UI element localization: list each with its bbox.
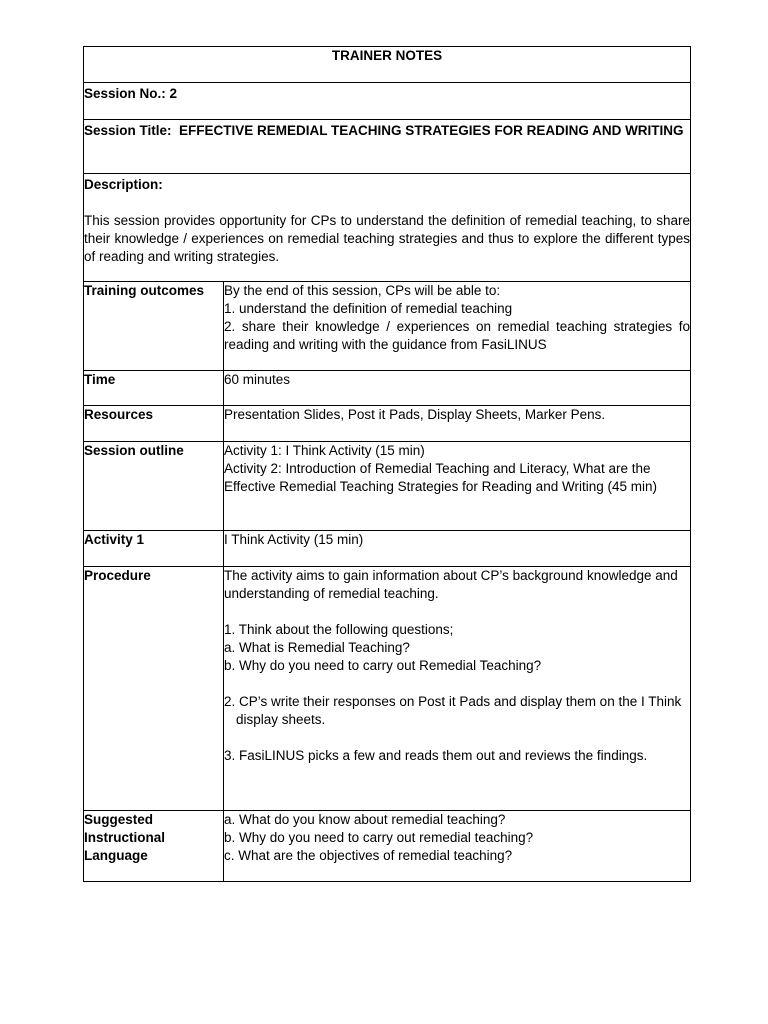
instructional-language-label: Suggested Instructional Language xyxy=(84,811,224,882)
training-outcomes-label: Training outcomes xyxy=(84,282,224,371)
language-question-c: c. What are the objectives of remedial teaching? xyxy=(224,848,513,863)
activity-1-label: Activity 1 xyxy=(84,531,224,567)
procedure-step-1: 1. Think about the following questions; xyxy=(224,622,454,637)
procedure-question-a: a. What is Remedial Teaching? xyxy=(224,640,410,655)
resources-value: Presentation Slides, Post it Pads, Display Sheets, Marker Pens. xyxy=(224,406,691,442)
procedure-intro: The activity aims to gain information about CP’s background knowledge and understanding of remedial teaching. xyxy=(224,568,678,601)
session-title: EFFECTIVE REMEDIAL TEACHING STRATEGIES FOR READING AND WRITING xyxy=(179,123,684,138)
session-title-label: Session Title: xyxy=(84,123,172,138)
description-text: This session provides opportunity for CPs to understand the definition of remedial teaching, to share their knowledge / experiences on remedial teaching strategies and thus to explore the different types of reading and writing strategies. xyxy=(84,213,691,264)
procedure-label: Procedure xyxy=(84,567,224,811)
session-outline-label: Session outline xyxy=(84,442,224,531)
resources-label: Resources xyxy=(84,406,224,442)
document-title: TRAINER NOTES xyxy=(84,47,691,83)
procedure-question-b: b. Why do you need to carry out Remedial Teaching? xyxy=(224,658,542,673)
description-label: Description: xyxy=(84,177,163,192)
instructional-language-row xyxy=(84,811,691,882)
language-question-a: a. What do you know about remedial teaching? xyxy=(224,812,506,827)
outline-activity-2: Activity 2: Introduction of Remedial Teaching and Literacy, What are the Effective Remedial Teaching Strategies for Reading and Writing (45 min) xyxy=(224,461,657,494)
outcome-item-2: 2. share their knowledge / experiences on remedial teaching strategies fo reading and writing with the guidance from FasiLINUS xyxy=(224,319,691,352)
outcomes-intro: By the end of this session, CPs will be able to: xyxy=(224,283,501,298)
session-outline-value xyxy=(224,442,691,531)
language-question-b: b. Why do you need to carry out remedial teaching? xyxy=(224,830,534,845)
activity-1-value: I Think Activity (15 min) xyxy=(224,531,691,567)
procedure-step-2: 2. CP’s write their responses on Post it Pads and display them on the I Think display sheets. xyxy=(224,694,682,727)
session-number: Session No.: 2 xyxy=(84,83,691,120)
training-outcomes-value xyxy=(224,282,691,371)
procedure-step-3: 3. FasiLINUS picks a few and reads them out and reviews the findings. xyxy=(224,748,648,763)
session-title-row xyxy=(84,120,691,174)
instructional-language-value xyxy=(224,811,691,882)
description-cell xyxy=(84,174,691,282)
outline-activity-1: Activity 1: I Think Activity (15 min) xyxy=(224,443,425,458)
activity-1-row xyxy=(84,531,691,567)
time-value: 60 minutes xyxy=(224,371,691,406)
procedure-value xyxy=(224,567,691,811)
session-no-row xyxy=(84,83,691,120)
training-outcomes-row xyxy=(84,282,691,371)
time-label: Time xyxy=(84,371,224,406)
outcome-item-1: 1. understand the definition of remedial teaching xyxy=(224,301,513,316)
time-row xyxy=(84,371,691,406)
procedure-row xyxy=(84,567,691,811)
session-title-cell xyxy=(84,120,691,174)
trainer-notes-table xyxy=(83,46,691,882)
session-outline-row xyxy=(84,442,691,531)
description-row xyxy=(84,174,691,282)
title-row xyxy=(84,47,691,83)
resources-row xyxy=(84,406,691,442)
